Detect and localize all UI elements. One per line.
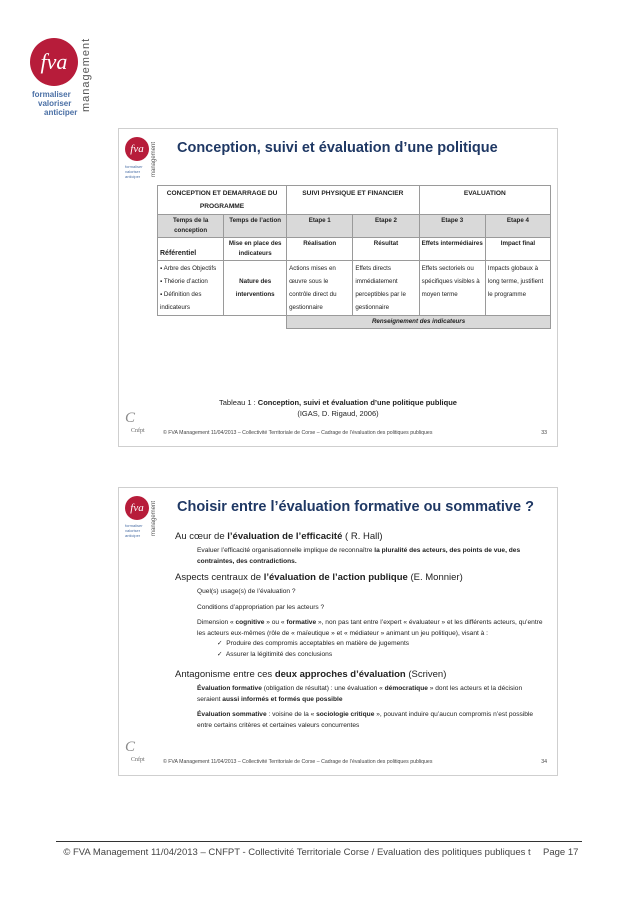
logo-tagline: formaliser valoriser anticiper [125, 164, 143, 179]
slide-number: 34 [541, 759, 547, 765]
slide-body [175, 526, 543, 731]
table-cell: Effets directs immédiatement perceptibles par le gestionnaire [353, 261, 419, 316]
check-icon: ✓ [217, 650, 223, 658]
stage-header: Etape 1 [287, 215, 353, 238]
table-cell: Actions mises en œuvre sous le contrôle direct du gestionnaire [287, 261, 353, 316]
page-footer: © FVA Management 11/04/2013 – CNFPT - Collectivité Territoriale Corse / Evaluation des politiques publiques t [63, 847, 531, 858]
section-heading: Au cœur de l’évaluation de l’efficacité ( R. Hall) [175, 531, 383, 542]
row-header: Mise en place des indicateurs [224, 238, 287, 261]
row-header: Réalisation [287, 238, 353, 261]
table-row [158, 316, 551, 329]
row-header: Effets intermédiaires [419, 238, 485, 261]
logo-side-text: management [151, 141, 157, 177]
section-heading: Antagonisme entre ces deux approches d’évaluation (Scriven) [175, 669, 447, 680]
paragraph: Évaluation formative (obligation de résultat) : une évaluation « démocratique » dont les acteurs et la décision seraient aussi informés et formés que possible [197, 685, 523, 703]
fva-logo-mark: fva [30, 38, 78, 86]
fva-management-logo [30, 38, 110, 128]
logo-tagline: formaliser valoriser anticiper [125, 523, 143, 538]
row-header: Résultat [353, 238, 419, 261]
logo-side-text: management [80, 38, 92, 113]
cnfpt-logo: C Cnfpt [125, 739, 145, 763]
check-item: ✓ Assurer la légitimité des conclusions [217, 650, 333, 658]
check-item: ✓ Produire des compromis acceptables en matière de jugements [217, 640, 410, 647]
footer-divider [56, 841, 582, 842]
table-cell: Effets sectoriels ou spécifiques visibles à moyen terme [419, 261, 485, 316]
fva-logo-mark: fva [125, 496, 149, 520]
slide-title: Conception, suivi et évaluation d’une politique [177, 140, 498, 156]
table-footer: Renseignement des indicateurs [287, 316, 551, 329]
nature-cell: Nature des interventions [224, 261, 287, 316]
slide-number: 33 [541, 430, 547, 436]
paragraph: Quel(s) usage(s) de l’évaluation ? [197, 588, 296, 595]
cnfpt-mark: Cnfpt [131, 428, 145, 434]
row-label: Référentiel [158, 238, 224, 261]
page-number: Page 17 [543, 847, 579, 858]
table-row [158, 186, 551, 215]
slide-footer: © FVA Management 11/04/2013 – Collectivité Territoriale de Corse – Cadrage de l’évaluation des politiques publiques 34 [163, 759, 547, 765]
logo-side-text: management [151, 500, 157, 536]
section-heading: Aspects centraux de l’évaluation de l’action publique (E. Monnier) [175, 572, 463, 583]
stage-header: Etape 4 [485, 215, 550, 238]
slide-logo [125, 137, 165, 185]
table-row [158, 238, 551, 261]
stage-header: Temps de la conception [158, 215, 224, 238]
slide-34 [118, 487, 558, 776]
paragraph: Conditions d’appropriation par les acteurs ? [197, 603, 325, 611]
table-row [158, 215, 551, 238]
paragraph: Évaluation sommative : voisine de la « sociologie critique », pouvant induire qu’aucun compromis n’est possible entre certains critères et certaines valeurs concurrentes [197, 711, 534, 729]
cnfpt-mark: Cnfpt [131, 757, 145, 763]
group-header: SUIVI PHYSIQUE ET FINANCIER [287, 186, 420, 215]
stage-header: Etape 2 [353, 215, 419, 238]
slide-33 [118, 128, 558, 447]
row-header: Impact final [485, 238, 550, 261]
referentiel-list: ▪ Arbre des Objectifs ▪ Théorie d’action ▪ Définition des indicateurs [158, 261, 224, 316]
table-cell: Impacts globaux à long terme, justifient le programme [485, 261, 550, 316]
table-caption: Tableau 1 : Conception, suivi et évaluation d’une politique publique (IGAS, D. Rigaud, 2006) [219, 398, 457, 418]
slide-logo [125, 496, 165, 544]
stage-header: Etape 3 [419, 215, 485, 238]
evaluation-table [157, 185, 551, 329]
slide-title: Choisir entre l’évaluation formative ou sommative ? [177, 499, 534, 515]
logo-tagline: formaliser valoriser anticiper [32, 90, 78, 117]
slide-footer: © FVA Management 11/04/2013 – Collectivité Territoriale de Corse – Cadrage de l’évaluation des politiques publiques 33 [163, 430, 547, 436]
check-icon: ✓ [217, 640, 223, 647]
group-header: CONCEPTION ET DEMARRAGE DU PROGRAMME [158, 186, 287, 215]
stage-header: Temps de l’action [224, 215, 287, 238]
group-header: EVALUATION [419, 186, 550, 215]
table-row [158, 261, 551, 316]
paragraph: Evaluer l’efficacité organisationnelle implique de reconnaître la pluralité des acteurs, des points de vue, des contraintes, des contradictions. [197, 547, 521, 565]
cnfpt-logo: C Cnfpt [125, 410, 145, 434]
fva-logo-mark: fva [125, 137, 149, 161]
paragraph: Dimension « cognitive » ou « formative », non pas tant entre l’expert « évaluateur » et les différents acteurs, qu’entre les acteurs eux-mêmes (rôle de « maïeutique » et « médiateur » animant un jeu politique), visant à : [197, 619, 543, 637]
